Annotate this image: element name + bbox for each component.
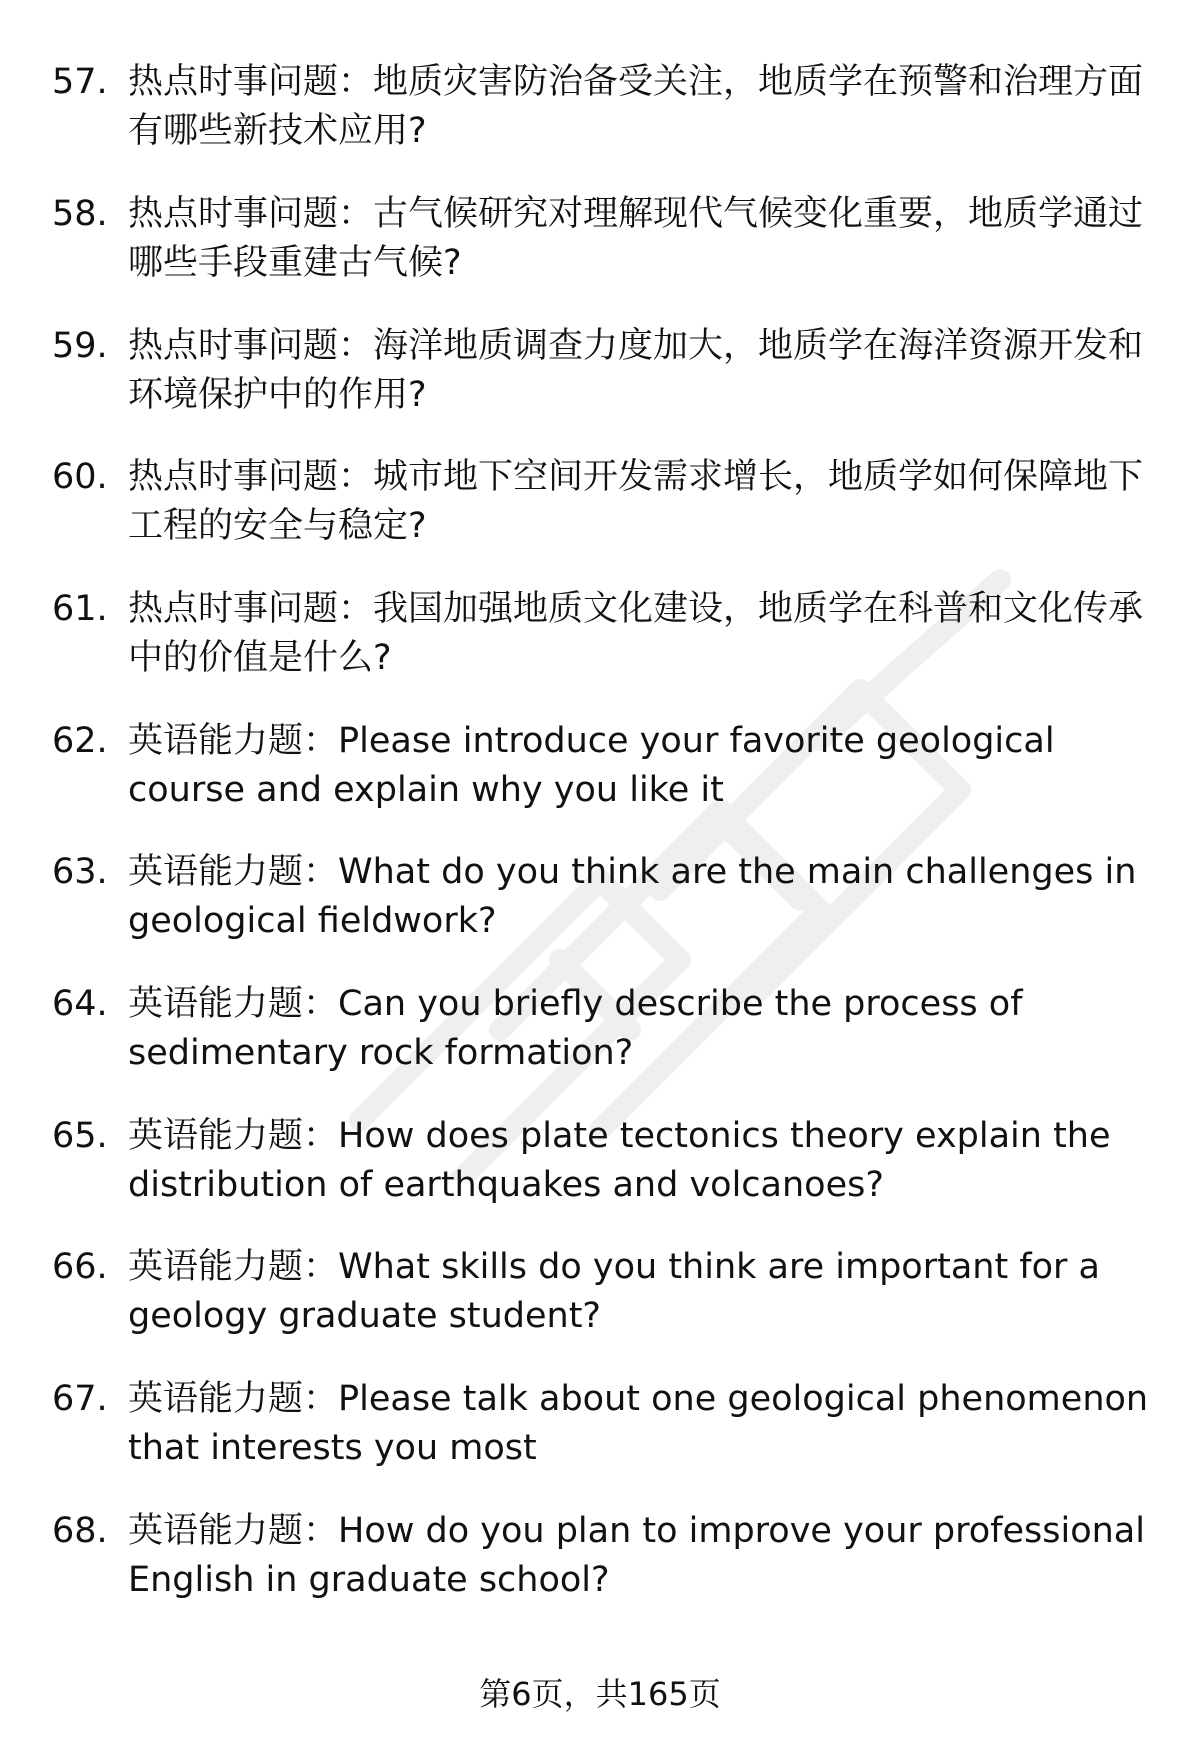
question-body xyxy=(128,980,1158,1078)
question-category: 热点时事问题： xyxy=(128,194,374,234)
question-category: 热点时事问题： xyxy=(128,589,374,629)
question-text: 地质灾害防治备受关注，地质学在预警和治理方面有哪些新技术应用? xyxy=(128,62,1144,151)
question-text: Please introduce your favorite geological course and explain why you like it xyxy=(128,721,1055,810)
question-text: 我国加强地质文化建设，地质学在科普和文化传承中的价值是什么? xyxy=(128,589,1144,678)
question-text: Can you briefly describe the process of sedimentary rock formation? xyxy=(128,984,1023,1073)
question-body xyxy=(128,1375,1158,1473)
question-text: What skills do you think are important for a geology graduate student? xyxy=(128,1247,1101,1336)
question-number: 62. xyxy=(52,721,108,761)
question-number: 57. xyxy=(52,62,108,102)
question-number: 63. xyxy=(52,852,108,892)
question-number: 67. xyxy=(52,1379,108,1419)
question-text: 古气候研究对理解现代气候变化重要，地质学通过哪些手段重建古气候? xyxy=(128,194,1144,283)
question-body xyxy=(128,848,1158,946)
question-body xyxy=(128,1507,1158,1605)
page-number-footer: 第6页，共165页 xyxy=(479,1675,721,1713)
question-text: Please talk about one geological phenomenon that interests you most xyxy=(128,1379,1149,1468)
question-text: What do you think are the main challenges in geological fieldwork? xyxy=(128,852,1137,941)
question-body xyxy=(128,1112,1158,1210)
question-category: 热点时事问题： xyxy=(128,326,374,366)
question-number: 68. xyxy=(52,1511,108,1551)
question-category: 英语能力题： xyxy=(128,1511,339,1551)
question-number: 61. xyxy=(52,589,108,629)
question-number: 58. xyxy=(52,194,108,234)
question-text: How does plate tectonics theory explain the distribution of earthquakes and volcanoes? xyxy=(128,1116,1111,1205)
question-body xyxy=(128,717,1158,815)
question-number: 65. xyxy=(52,1116,108,1156)
question-category: 英语能力题： xyxy=(128,984,339,1024)
question-body xyxy=(128,190,1158,288)
question-number: 66. xyxy=(52,1247,108,1287)
question-text: How do you plan to improve your professional English in graduate school? xyxy=(128,1511,1145,1600)
question-category: 英语能力题： xyxy=(128,1247,339,1287)
question-body xyxy=(128,585,1158,683)
question-category: 英语能力题： xyxy=(128,721,339,761)
question-number: 59. xyxy=(52,326,108,366)
question-category: 热点时事问题： xyxy=(128,62,374,102)
question-category: 英语能力题： xyxy=(128,1116,339,1156)
question-body xyxy=(128,322,1158,420)
question-category: 英语能力题： xyxy=(128,852,339,892)
question-category: 英语能力题： xyxy=(128,1379,339,1419)
question-text: 海洋地质调查力度加大，地质学在海洋资源开发和环境保护中的作用? xyxy=(128,326,1144,415)
question-body xyxy=(128,453,1158,551)
question-number: 60. xyxy=(52,457,108,497)
question-body xyxy=(128,58,1158,156)
question-category: 热点时事问题： xyxy=(128,457,374,497)
question-body xyxy=(128,1243,1158,1341)
question-number: 64. xyxy=(52,984,108,1024)
question-text: 城市地下空间开发需求增长，地质学如何保障地下工程的安全与稳定? xyxy=(128,457,1144,546)
